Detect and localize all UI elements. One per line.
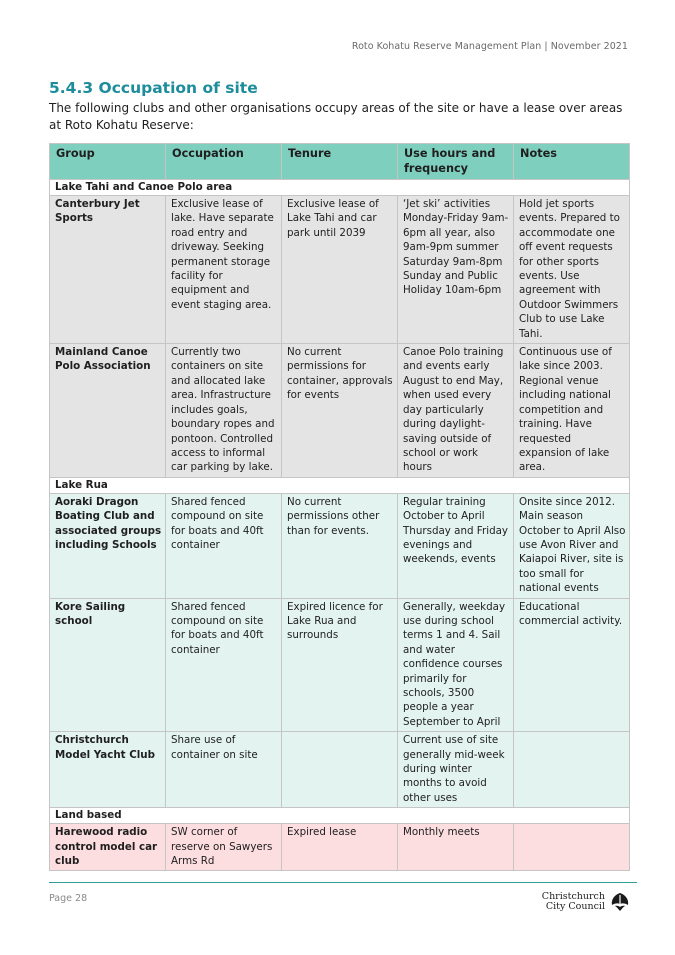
christchurch-council-logo-icon [609, 891, 631, 913]
cell-use-hours: Canoe Polo training and events early August to end May, when used every day particularly during daylight-saving outside of school or work hours [398, 344, 514, 478]
cell-use-hours: Regular training October to April Thursday and Friday evenings and weekends, events [398, 493, 514, 598]
section-heading: Lake Tahi and Canoe Polo area [50, 180, 630, 196]
cell-occupation: Currently two containers on site and allocated lake area. Infrastructure includes goals, boundary ropes and pontoon. Controlled access to informal car parking by lake. [166, 344, 282, 478]
table-header-row [50, 144, 630, 180]
cell-tenure: No current permissions other than for events. [282, 493, 398, 598]
column-header-use-hours: Use hours and frequency [398, 144, 514, 180]
cell-notes: Hold jet sports events. Prepared to accommodate one off event requests for other sports events. Use agreement with Outdoor Swimmers Club to use Lake Tahi. [514, 196, 630, 344]
table-row [50, 824, 630, 871]
cell-tenure: No current permissions for container, approvals for events [282, 344, 398, 478]
cell-notes: Educational commercial activity. [514, 598, 630, 732]
table-row [50, 732, 630, 808]
cell-notes [514, 824, 630, 871]
cell-use-hours: Monthly meets [398, 824, 514, 871]
section-intro: The following clubs and other organisations occupy areas of the site or have a lease over areas at Roto Kohatu Reserve: [49, 101, 623, 132]
table-row [50, 598, 630, 732]
cell-tenure: Expired licence for Lake Rua and surrounds [282, 598, 398, 732]
occupation-table [49, 143, 630, 871]
cell-use-hours: Current use of site generally mid-week during winter months to avoid other uses [398, 732, 514, 808]
cell-occupation: SW corner of reserve on Sawyers Arms Rd [166, 824, 282, 871]
column-header-notes: Notes [514, 144, 630, 180]
section-row-lake-tahi [50, 180, 630, 196]
column-header-group: Group [50, 144, 166, 180]
cell-notes [514, 732, 630, 808]
table-row [50, 493, 630, 598]
section-heading: Lake Rua [50, 477, 630, 493]
cell-tenure: Expired lease [282, 824, 398, 871]
cell-group: Canterbury Jet Sports [50, 196, 166, 344]
cell-group: Harewood radio control model car club [50, 824, 166, 871]
cell-occupation: Share use of container on site [166, 732, 282, 808]
page-number: Page 28 [49, 893, 88, 904]
running-header: Roto Kohatu Reserve Management Plan | November 2021 [351, 41, 628, 52]
section-title: 5.4.3 Occupation of site [49, 79, 258, 97]
cell-group: Kore Sailing school [50, 598, 166, 732]
cell-tenure: Exclusive lease of Lake Tahi and car park until 2039 [282, 196, 398, 344]
section-heading: Land based [50, 808, 630, 824]
column-header-occupation: Occupation [166, 144, 282, 180]
cell-occupation: Shared fenced compound on site for boats and 40ft container [166, 598, 282, 732]
cell-occupation: Exclusive lease of lake. Have separate road entry and driveway. Seeking permanent storage facility for equipment and event staging area. [166, 196, 282, 344]
section-row-land-based [50, 808, 630, 824]
cell-group: Christchurch Model Yacht Club [50, 732, 166, 808]
cell-group: Mainland Canoe Polo Association [50, 344, 166, 478]
cell-tenure [282, 732, 398, 808]
council-logo [542, 891, 631, 913]
cell-group: Aoraki Dragon Boating Club and associated groups including Schools [50, 493, 166, 598]
table-row [50, 344, 630, 478]
column-header-tenure: Tenure [282, 144, 398, 180]
council-logo-text [542, 892, 605, 912]
section-row-lake-rua [50, 477, 630, 493]
table-row [50, 196, 630, 344]
cell-use-hours: Generally, weekday use during school terms 1 and 4. Sail and water confidence courses primarily for schools, 3500 people a year September to April [398, 598, 514, 732]
cell-occupation: Shared fenced compound on site for boats and 40ft container [166, 493, 282, 598]
cell-use-hours: ‘Jet ski’ activities Monday-Friday 9am-6pm all year, also 9am-9pm summer Saturday 9am-8pm Sunday and Public Holiday 10am-6pm [398, 196, 514, 344]
logo-line-2: City Council [545, 901, 605, 912]
cell-notes: Onsite since 2012. Main season October to April Also use Avon River and Kaiapoi River, site is too small for national events [514, 493, 630, 598]
logo-line-1: Christchurch [541, 891, 605, 902]
cell-notes: Continuous use of lake since 2003. Regional venue including national competition and training. Have requested expansion of lake area. [514, 344, 630, 478]
footer-rule [49, 882, 637, 883]
